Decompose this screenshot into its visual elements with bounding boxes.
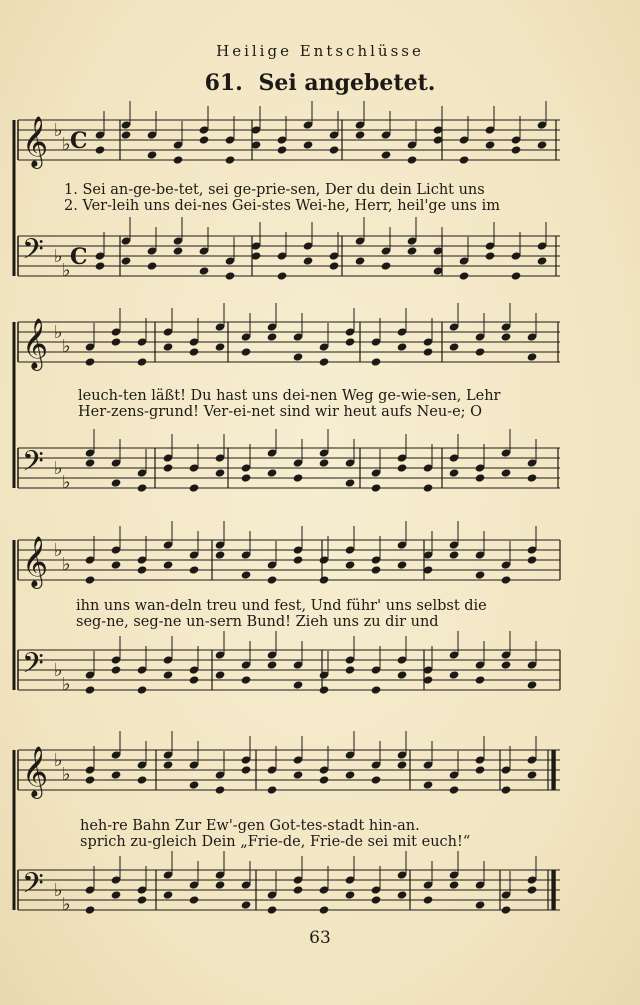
notehead <box>449 550 460 559</box>
notehead <box>475 765 486 774</box>
notehead <box>163 670 174 679</box>
notehead <box>355 130 366 139</box>
notehead <box>95 145 106 154</box>
flat-icon: ♭ <box>54 458 63 479</box>
notehead <box>189 675 200 684</box>
notehead <box>215 342 226 351</box>
notehead <box>85 458 96 467</box>
notehead <box>173 155 184 164</box>
notehead <box>475 675 486 684</box>
notehead <box>449 342 460 351</box>
notehead <box>371 775 382 784</box>
notehead <box>137 565 148 574</box>
notehead <box>423 780 434 789</box>
notehead <box>111 665 122 674</box>
flat-icon: ♭ <box>54 660 63 681</box>
notehead <box>293 770 304 779</box>
bass-clef-icon: 𝄢 <box>22 867 44 907</box>
notehead <box>319 685 330 694</box>
notehead <box>225 155 236 164</box>
notehead <box>319 357 330 366</box>
notehead <box>293 352 304 361</box>
notehead <box>319 905 330 914</box>
notehead <box>215 468 226 477</box>
notehead <box>95 261 106 270</box>
notehead <box>277 271 288 280</box>
hymn-number: 61. <box>204 70 243 96</box>
notehead <box>527 885 538 894</box>
notehead <box>241 900 252 909</box>
notehead <box>475 347 486 356</box>
notehead <box>537 256 548 265</box>
notehead <box>319 775 330 784</box>
notehead <box>111 890 122 899</box>
notehead <box>345 478 356 487</box>
flat-icon: ♭ <box>54 120 63 141</box>
notehead <box>345 770 356 779</box>
notehead <box>449 468 460 477</box>
common-time-icon: C <box>70 128 88 154</box>
section-title: Heilige Entschlüsse <box>216 42 424 60</box>
notehead <box>329 145 340 154</box>
notehead <box>85 905 96 914</box>
notehead <box>397 342 408 351</box>
notehead <box>277 145 288 154</box>
bass-clef-icon: 𝄢 <box>22 647 44 687</box>
notehead <box>485 251 496 260</box>
common-time-icon: C <box>70 244 88 270</box>
notehead <box>241 570 252 579</box>
notehead <box>423 483 434 492</box>
notehead <box>371 565 382 574</box>
notehead <box>329 261 340 270</box>
notehead <box>527 680 538 689</box>
lyric-verse-1: ihn uns wan-deln treu und fest, Und führ' uns selbst die <box>76 598 487 614</box>
flat-icon: ♭ <box>62 260 71 281</box>
lyrics-system-2 <box>78 388 578 420</box>
notehead <box>407 155 418 164</box>
lyrics-system-1 <box>64 182 564 214</box>
flat-icon: ♭ <box>62 472 71 493</box>
notehead <box>137 895 148 904</box>
lyric-verse-1: 1. Sei an-ge-be-tet, sei ge-prie-sen, Der du dein Licht uns <box>64 182 485 198</box>
notehead <box>303 256 314 265</box>
notehead <box>111 560 122 569</box>
notehead <box>163 463 174 472</box>
notehead <box>397 560 408 569</box>
notehead <box>121 130 132 139</box>
notehead <box>241 473 252 482</box>
notehead <box>293 555 304 564</box>
notehead <box>147 261 158 270</box>
flat-icon: ♭ <box>54 540 63 561</box>
lyrics-system-3 <box>76 598 576 630</box>
lyric-verse-2: 2. Ver-leih uns dei-nes Gei-stes Wei-he, Herr, heil'ge uns im <box>64 198 500 214</box>
flat-icon: ♭ <box>54 880 63 901</box>
flat-icon: ♭ <box>62 674 71 695</box>
notehead <box>345 665 356 674</box>
flat-icon: ♭ <box>62 894 71 915</box>
lyric-verse-2: seg-ne, seg-ne un-sern Bund! Zieh uns zu dir und <box>76 614 439 630</box>
notehead <box>137 357 148 366</box>
notehead <box>501 660 512 669</box>
notehead <box>371 357 382 366</box>
notehead <box>485 140 496 149</box>
notehead <box>527 352 538 361</box>
notehead <box>267 468 278 477</box>
notehead <box>501 332 512 341</box>
notehead <box>225 271 236 280</box>
notehead <box>163 890 174 899</box>
notehead <box>137 775 148 784</box>
lyric-verse-2: Her-zens-grund! Ver-ei-net sind wir heut aufs Neu-e; O <box>78 404 483 420</box>
notehead <box>189 895 200 904</box>
treble-clef-icon: 𝄞 <box>22 318 49 369</box>
notehead <box>163 560 174 569</box>
notehead <box>423 895 434 904</box>
notehead <box>537 140 548 149</box>
flat-icon: ♭ <box>62 764 71 785</box>
notehead <box>163 342 174 351</box>
notehead <box>355 256 366 265</box>
notehead <box>527 473 538 482</box>
flat-icon: ♭ <box>62 554 71 575</box>
notehead <box>381 150 392 159</box>
notehead <box>407 246 418 255</box>
flat-icon: ♭ <box>62 336 71 357</box>
notehead <box>241 765 252 774</box>
notehead <box>293 885 304 894</box>
notehead <box>137 483 148 492</box>
bass-clef-icon: 𝄢 <box>22 233 44 273</box>
notehead <box>501 905 512 914</box>
notehead <box>111 478 122 487</box>
flat-icon: ♭ <box>54 246 63 267</box>
notehead <box>511 271 522 280</box>
notehead <box>449 785 460 794</box>
notehead <box>397 760 408 769</box>
bass-clef-icon: 𝄢 <box>22 445 44 485</box>
treble-clef-icon: 𝄞 <box>22 536 49 587</box>
notehead <box>241 675 252 684</box>
notehead <box>199 135 210 144</box>
hymn-name: Sei angebetet. <box>258 70 436 96</box>
notehead <box>449 880 460 889</box>
notehead <box>511 145 522 154</box>
notehead <box>371 685 382 694</box>
notehead <box>475 570 486 579</box>
lyrics-system-4 <box>80 818 580 850</box>
notehead <box>381 261 392 270</box>
notehead <box>345 560 356 569</box>
notehead <box>241 347 252 356</box>
lyric-verse-2: sprich zu-gleich Dein „Frie-de, Frie-de sei mit euch!“ <box>80 834 471 850</box>
lyric-verse-1: heh-re Bahn Zur Ew'-gen Got-tes-stadt hin-an. <box>80 818 420 834</box>
notehead <box>147 150 158 159</box>
notehead <box>527 770 538 779</box>
notehead <box>189 780 200 789</box>
notehead <box>459 271 470 280</box>
notehead <box>501 575 512 584</box>
lyric-verse-1: leuch-ten läßt! Du hast uns dei-nen Weg ge-wie-sen, Lehr <box>78 388 501 404</box>
notehead <box>215 670 226 679</box>
notehead <box>189 347 200 356</box>
notehead <box>319 458 330 467</box>
notehead <box>293 473 304 482</box>
notehead <box>189 565 200 574</box>
notehead <box>267 332 278 341</box>
notehead <box>215 880 226 889</box>
notehead <box>371 483 382 492</box>
notehead <box>501 468 512 477</box>
notehead <box>527 555 538 564</box>
notehead <box>163 760 174 769</box>
notehead <box>319 575 330 584</box>
flat-icon: ♭ <box>62 134 71 155</box>
notehead <box>85 775 96 784</box>
notehead <box>501 785 512 794</box>
notehead <box>111 337 122 346</box>
notehead <box>397 890 408 899</box>
notehead <box>459 155 470 164</box>
notehead <box>267 575 278 584</box>
notehead <box>397 463 408 472</box>
notehead <box>215 550 226 559</box>
page-number: 63 <box>309 928 331 948</box>
notehead <box>449 670 460 679</box>
notehead <box>189 483 200 492</box>
notehead <box>423 347 434 356</box>
notehead <box>345 337 356 346</box>
notehead <box>267 785 278 794</box>
notehead <box>371 895 382 904</box>
notehead <box>475 900 486 909</box>
notehead <box>345 890 356 899</box>
notehead <box>173 246 184 255</box>
notehead <box>475 473 486 482</box>
notehead <box>85 575 96 584</box>
notehead <box>397 670 408 679</box>
flat-icon: ♭ <box>54 750 63 771</box>
notehead <box>293 680 304 689</box>
notehead <box>121 256 132 265</box>
notehead <box>215 785 226 794</box>
notehead <box>85 685 96 694</box>
notehead <box>137 685 148 694</box>
treble-clef-icon: 𝄞 <box>22 746 49 797</box>
notehead <box>85 357 96 366</box>
notehead <box>267 905 278 914</box>
treble-clef-icon: 𝄞 <box>22 116 49 167</box>
notehead <box>111 770 122 779</box>
notehead <box>267 660 278 669</box>
notehead <box>199 266 210 275</box>
notehead <box>303 140 314 149</box>
flat-icon: ♭ <box>54 322 63 343</box>
